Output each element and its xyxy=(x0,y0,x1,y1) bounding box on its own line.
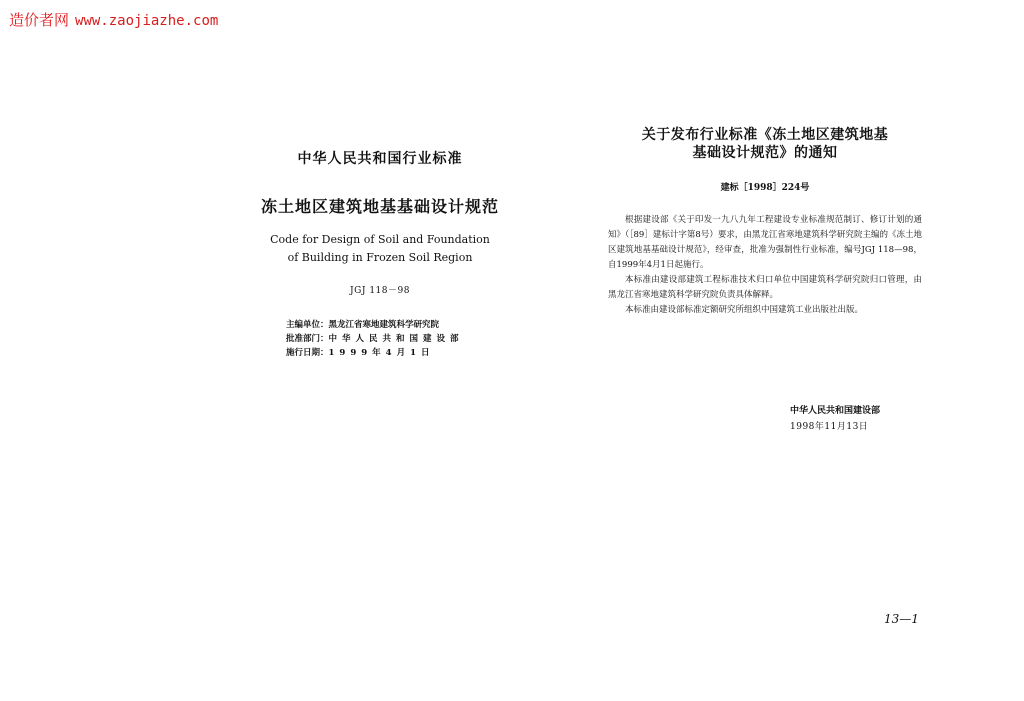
publication-info xyxy=(286,318,530,360)
notice-title xyxy=(600,126,930,162)
cover-page xyxy=(230,140,530,360)
issuer: 中华人民共和国建设部 xyxy=(790,406,881,416)
english-title-line-1: Code for Design of Soil and Foundation xyxy=(270,233,490,246)
notice-body xyxy=(600,213,922,318)
standard-code: JGJ 118－98 xyxy=(350,286,410,296)
watermark-cn: 造价者网 xyxy=(9,11,70,29)
effective-value: 1999年4月1日 xyxy=(328,348,435,358)
approver-value: 中华人民共和国建设部 xyxy=(328,334,464,344)
notice-title-line-2: 基础设计规范》的通知 xyxy=(692,145,838,161)
notice-paragraph: 本标准由建设部建筑工程标准技术归口单位中国建筑科学研究院归口管理，由黑龙江省寒地建筑科学研究院负责具体解释。 xyxy=(608,275,922,300)
editor-value: 黑龙江省寒地建筑科学研究院 xyxy=(328,320,440,330)
notice-paragraph: 本标准由建设部标准定额研究所组织中国建筑工业出版社出版。 xyxy=(625,305,864,315)
document-number: 建标［1998］224号 xyxy=(720,183,810,193)
notice-paragraph: 根据建设部《关于印发一九八九年工程建设专业标准规范制订、修订计划的通知》（［89］建标计字第8号）要求，由黑龙江省寒地建筑科学研究院主编的《冻土地区建筑地基基础设计规范》，经审查，批准为强制性行业标准，编号JGJ 118—98，自1999年4月1日起施行。 xyxy=(608,215,922,270)
approver-label: 批准部门： xyxy=(286,334,329,344)
notice-page xyxy=(600,126,930,432)
standard-type: 中华人民共和国行业标准 xyxy=(297,151,463,167)
approver-row xyxy=(286,332,530,346)
watermark xyxy=(9,9,218,30)
page-number: 13—1 xyxy=(884,612,919,626)
notice-title-line-1: 关于发布行业标准《冻土地区建筑地基 xyxy=(641,127,889,143)
issue-date: 1998年11月13日 xyxy=(790,422,869,432)
watermark-site: www.zaojiazhe.com xyxy=(75,13,219,29)
effective-label: 施行日期： xyxy=(286,348,329,358)
english-title-line-2: of Building in Frozen Soil Region xyxy=(287,251,473,264)
effective-date-row xyxy=(286,346,530,360)
document-title: 冻土地区建筑地基基础设计规范 xyxy=(260,197,499,216)
editor-label: 主编单位： xyxy=(286,320,329,330)
editor-row xyxy=(286,318,530,332)
english-title xyxy=(230,231,530,267)
